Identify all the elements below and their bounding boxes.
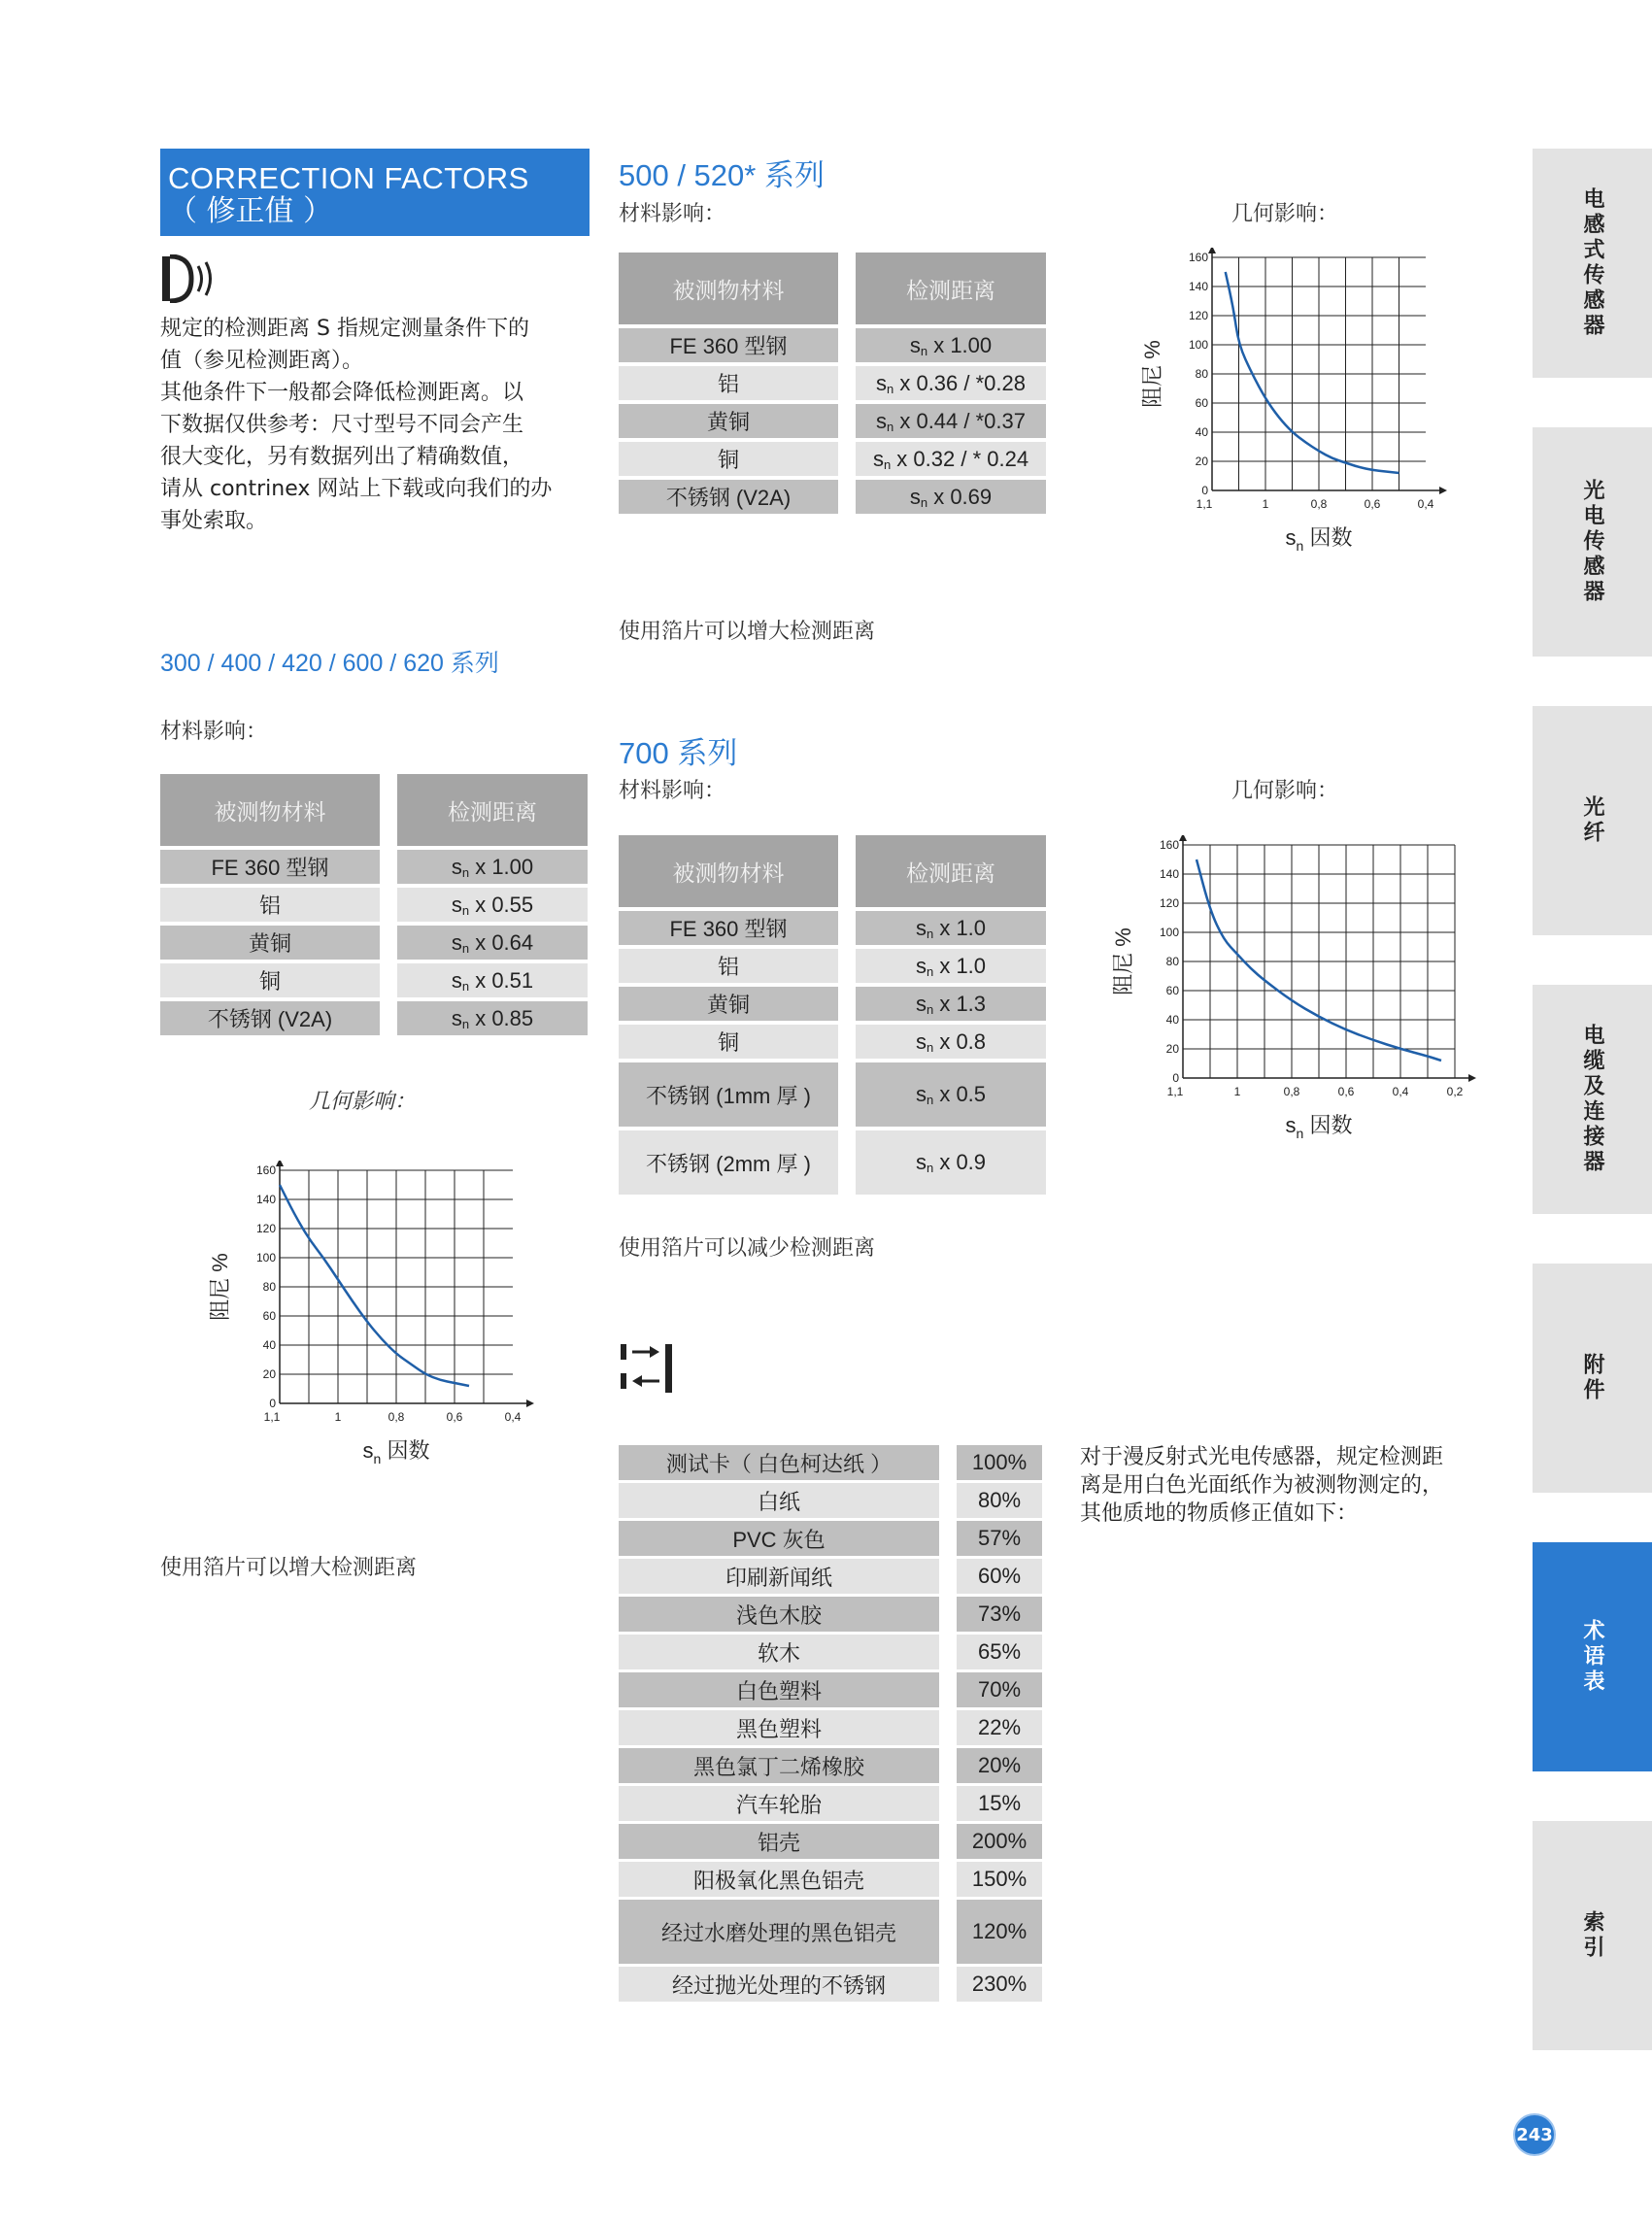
value-cell: 230% [957,1966,1042,2004]
y-axis-label: 阻尼 % [1140,340,1164,408]
material-cell: 浅色木胶 [619,1596,939,1634]
y-tick-label: 20 [1165,1042,1179,1056]
intro-line: 很大变化，另有数据列出了精确数值， [160,445,524,469]
series-500-title: 500 / 520* 系列 [619,158,825,192]
photo-description [1080,1443,1443,1528]
material-cell: 铜 [619,442,838,476]
y-tick-label: 100 [1188,338,1208,352]
table-row [619,1025,1046,1059]
series-700-note: 使用箔片可以减少检测距离 [619,1236,876,1261]
material-cell: 经过抛光处理的不锈钢 [619,1966,939,2004]
tab-label: 光电传感器 [1580,479,1604,605]
factor-cell: x 1.0 [939,953,987,978]
series-700-title: 700 系列 [619,736,738,770]
description-line: 对于漫反射式光电传感器，规定检测距 [1080,1445,1444,1469]
column-header-distance: 检测距离 [397,774,588,846]
material-cell: 阳极氧化黑色铝壳 [619,1861,939,1899]
table-row [619,1899,1042,1966]
x-tick-label: 0,4 [1392,1085,1409,1098]
x-tick-label: 0,8 [1283,1085,1300,1098]
x-tick-label: 0,4 [1417,497,1434,511]
y-tick-label: 60 [262,1309,276,1323]
sn-symbol: $s_n$ [872,446,892,472]
description-line: 其他质地的物质修正值如下： [1080,1501,1359,1526]
material-cell: 白色塑料 [619,1671,939,1709]
table-row [160,963,588,997]
y-tick-label: 60 [1165,984,1179,997]
y-tick-label: 120 [255,1222,276,1235]
column-header-material: 被测物材料 [160,774,380,846]
intro-line: 值（参见检测距离）。 [160,349,364,373]
x-tick-label: 0,8 [1310,497,1328,511]
material-cell: 铜 [619,1025,838,1059]
tab-label: 术语表 [1580,1619,1604,1695]
chart-left [194,1161,554,1520]
table-row [619,1747,1042,1785]
x-tick-label: 0,6 [1364,497,1381,511]
value-cell: 73% [957,1596,1042,1634]
column-header-distance: 检测距离 [856,253,1046,324]
x-tick-label: 1,1 [1166,1085,1184,1098]
material-cell: 铝 [619,366,838,400]
tab-glossary[interactable] [1533,1542,1652,1771]
table-row [160,888,588,922]
geometry-label: 几何影响： [309,1090,417,1114]
intro-line: 下数据仅供参考：尺寸型号不同会产生 [160,413,524,437]
material-cell: 白纸 [619,1482,939,1520]
factor-cell: x 0.8 [939,1028,987,1054]
factor-cell: x 0.5 [939,1082,987,1106]
table-row [619,1823,1042,1861]
tab-label: 电缆及连接器 [1580,1024,1604,1175]
material-cell: 黄铜 [619,404,838,438]
tab-label: 索引 [1580,1910,1604,1961]
photoelectric-sensor-icon [619,1340,675,1397]
y-tick-label: 100 [1159,926,1179,939]
inductive-sensor-icon [160,254,220,303]
x-tick-label: 1 [1262,497,1269,511]
tab-index[interactable] [1533,1821,1652,2050]
geometry-label: 几何影响： [1231,202,1339,226]
x-tick-label: 1,1 [1196,497,1213,511]
y-tick-label: 60 [1195,396,1208,410]
factor-cell: x 0.69 [933,484,993,509]
table-row [619,1062,1046,1127]
sn-symbol: $s_n$ [909,484,928,510]
x-tick-label: 1,1 [263,1410,281,1424]
sn-symbol: $s_n$ [915,991,934,1017]
y-axis-label: 阻尼 % [1111,927,1135,995]
tab-label: 光纤 [1580,795,1604,846]
factor-cell: x 0.85 [475,1005,534,1030]
sn-symbol: $s_n$ [915,915,934,941]
table-row [619,1445,1042,1482]
table-row [160,850,588,884]
value-cell: 20% [957,1747,1042,1785]
material-cell: 经过水磨处理的黑色铝壳 [619,1899,939,1966]
x-axis-arrow [526,1399,534,1407]
sn-symbol: $s_n$ [451,1005,470,1031]
table-row [619,366,1046,400]
sn-symbol: $s_n$ [451,929,470,956]
x-tick-label: 0,4 [504,1410,522,1424]
y-tick-label: 140 [255,1193,276,1206]
y-tick-label: 160 [1188,251,1208,264]
table-row [619,1785,1042,1823]
material-cell: 黄铜 [160,926,380,960]
sn-symbol: $s_n$ [909,332,928,358]
table-row [619,404,1046,438]
factor-cell: x 0.55 [475,892,534,917]
material-cell: 软木 [619,1634,939,1671]
y-tick-label: 0 [1172,1071,1179,1085]
factor-cell: x 1.00 [475,854,534,879]
y-tick-label: 20 [1195,455,1208,468]
y-tick-label: 160 [255,1163,276,1177]
y-tick-label: 140 [1159,867,1179,881]
page-number: 243 [1515,2115,1554,2154]
material-label: 材料影响： [619,779,726,803]
material-cell: 不锈钢 (1mm 厚 ) [619,1062,838,1127]
y-axis-label: 阻尼 % [208,1253,232,1321]
table-row [619,1520,1042,1558]
material-label: 材料影响： [160,720,268,744]
x-axis-arrow [1468,1074,1476,1082]
material-cell: PVC 灰色 [619,1520,939,1558]
chart-500 [1127,248,1457,607]
sn-symbol: $s_n$ [451,967,470,994]
tab-fiber-optics[interactable] [1533,706,1652,935]
factor-cell: x 1.0 [939,915,987,940]
material-table-left [160,774,588,1035]
tab-cables-connectors[interactable] [1533,985,1652,1214]
x-axis-label: $s_n$ 因数 [362,1438,430,1466]
material-cell: 铝 [160,888,380,922]
y-tick-label: 80 [262,1280,276,1294]
column-header-material: 被测物材料 [619,835,838,907]
table-row [619,1671,1042,1709]
intro-line: 事处索取。 [160,509,268,533]
tab-accessories[interactable] [1533,1264,1652,1493]
value-cell: 150% [957,1861,1042,1899]
material-cell: 黑色塑料 [619,1709,939,1747]
table-row [619,1634,1042,1671]
series-left-note: 使用箔片可以增大检测距离 [160,1556,418,1580]
factor-cell: x 0.9 [939,1150,987,1174]
table-row [619,1482,1042,1520]
factor-cell: x 0.44 / *0.37 [899,408,1026,433]
tab-photoelectric-sensors[interactable] [1533,427,1652,657]
column-header-material: 被测物材料 [619,253,838,324]
value-cell: 60% [957,1558,1042,1596]
material-cell: FE 360 型钢 [619,911,838,945]
table-row [160,926,588,960]
description-line: 离是用白色光面纸作为被测物测定的， [1080,1473,1444,1498]
chart-700 [1097,835,1486,1195]
material-cell: 黑色氯丁二烯橡胶 [619,1747,939,1785]
section-header [160,149,590,236]
y-tick-label: 80 [1195,367,1208,381]
material-cell: 黄铜 [619,987,838,1021]
factor-cell: x 0.32 / * 0.24 [896,446,1029,471]
y-tick-label: 0 [1201,484,1208,497]
value-cell: 120% [957,1899,1042,1966]
material-cell: 不锈钢 (V2A) [160,1001,380,1035]
x-tick-label: 1 [334,1410,342,1424]
material-label: 材料影响： [619,202,726,226]
value-cell: 65% [957,1634,1042,1671]
value-cell: 200% [957,1823,1042,1861]
value-cell: 80% [957,1482,1042,1520]
y-tick-label: 100 [255,1251,276,1264]
table-row [160,1001,588,1035]
tab-inductive-sensors[interactable] [1533,149,1652,378]
material-cell: FE 360 型钢 [160,850,380,884]
damping-curve [280,1185,469,1386]
factor-cell: x 1.3 [939,991,987,1016]
tab-label: 电感式传感器 [1580,187,1604,339]
factor-cell: x 0.51 [475,967,534,993]
table-row [619,480,1046,514]
intro-line: 其他条件下一般都会降低检测距离。以 [160,381,524,405]
sn-symbol: $s_n$ [915,1082,934,1107]
table-row [619,1558,1042,1596]
sn-symbol: $s_n$ [915,1028,934,1055]
y-axis-arrow [1208,248,1216,253]
table-row [619,1130,1046,1195]
table-row [619,1966,1042,2004]
value-cell: 15% [957,1785,1042,1823]
series-left-title: 300 / 400 / 420 / 600 / 620 系列 [160,650,499,677]
value-cell: 22% [957,1709,1042,1747]
factor-cell: x 1.00 [933,332,993,357]
sn-symbol: $s_n$ [875,370,894,396]
y-tick-label: 20 [262,1367,276,1381]
y-tick-label: 140 [1188,280,1208,293]
material-cell: 不锈钢 (V2A) [619,480,838,514]
table-row [619,949,1046,983]
value-cell: 57% [957,1520,1042,1558]
x-axis-label: $s_n$ 因数 [1285,1113,1353,1141]
y-axis-arrow [1179,835,1187,841]
material-cell: 汽车轮胎 [619,1785,939,1823]
x-axis-arrow [1439,487,1447,494]
intro-line: 规定的检测距离 S 指规定测量条件下的 [160,317,529,341]
sn-symbol: $s_n$ [451,854,470,880]
material-cell: 铜 [160,963,380,997]
value-cell: 70% [957,1671,1042,1709]
y-tick-label: 40 [262,1338,276,1352]
y-tick-label: 40 [1165,1013,1179,1027]
material-cell: 铝 [619,949,838,983]
series-500-note: 使用箔片可以增大检测距离 [619,620,876,644]
material-cell: 不锈钢 (2mm 厚 ) [619,1130,838,1195]
x-tick-label: 1 [1233,1085,1241,1098]
y-tick-label: 160 [1159,838,1179,852]
table-row [619,328,1046,362]
table-row [619,987,1046,1021]
intro-line: 请从 contrinex 网站上下载或向我们的办 [160,477,553,501]
table-row [619,1709,1042,1747]
geometry-label: 几何影响： [1231,779,1339,803]
factor-cell: x 0.36 / *0.28 [899,370,1026,395]
material-cell: 铝壳 [619,1823,939,1861]
y-tick-label: 120 [1159,896,1179,910]
reflectance-table [619,1445,1042,2005]
material-cell: FE 360 型钢 [619,328,838,362]
material-table-500 [619,253,1046,514]
x-tick-label: 0,6 [446,1410,463,1424]
material-table-700 [619,835,1046,1195]
sn-symbol: $s_n$ [915,953,934,979]
sn-symbol: $s_n$ [915,1150,934,1175]
tab-label: 附件 [1580,1353,1604,1403]
table-row [619,442,1046,476]
table-row [619,911,1046,945]
x-axis-label: $s_n$ 因数 [1285,525,1353,554]
section-title-en: CORRECTION FACTORS [168,161,529,195]
sn-symbol: $s_n$ [875,408,894,434]
factor-cell: x 0.64 [475,929,534,955]
y-tick-label: 120 [1188,309,1208,322]
sn-symbol: $s_n$ [451,892,470,918]
x-tick-label: 0,8 [388,1410,405,1424]
x-tick-label: 0,2 [1446,1085,1464,1098]
y-axis-arrow [276,1161,284,1166]
y-tick-label: 80 [1165,955,1179,968]
value-cell: 100% [957,1445,1042,1482]
intro-paragraph [160,313,552,537]
column-header-distance: 检测距离 [856,835,1046,907]
material-cell: 印刷新闻纸 [619,1558,939,1596]
y-tick-label: 40 [1195,425,1208,439]
y-tick-label: 0 [269,1397,276,1410]
x-tick-label: 0,6 [1337,1085,1355,1098]
damping-curve [1226,272,1399,473]
material-cell: 测试卡（ 白色柯达纸 ） [619,1445,939,1482]
table-row [619,1861,1042,1899]
section-title-cn: （ 修正值 ） [168,194,333,228]
table-row [619,1596,1042,1634]
